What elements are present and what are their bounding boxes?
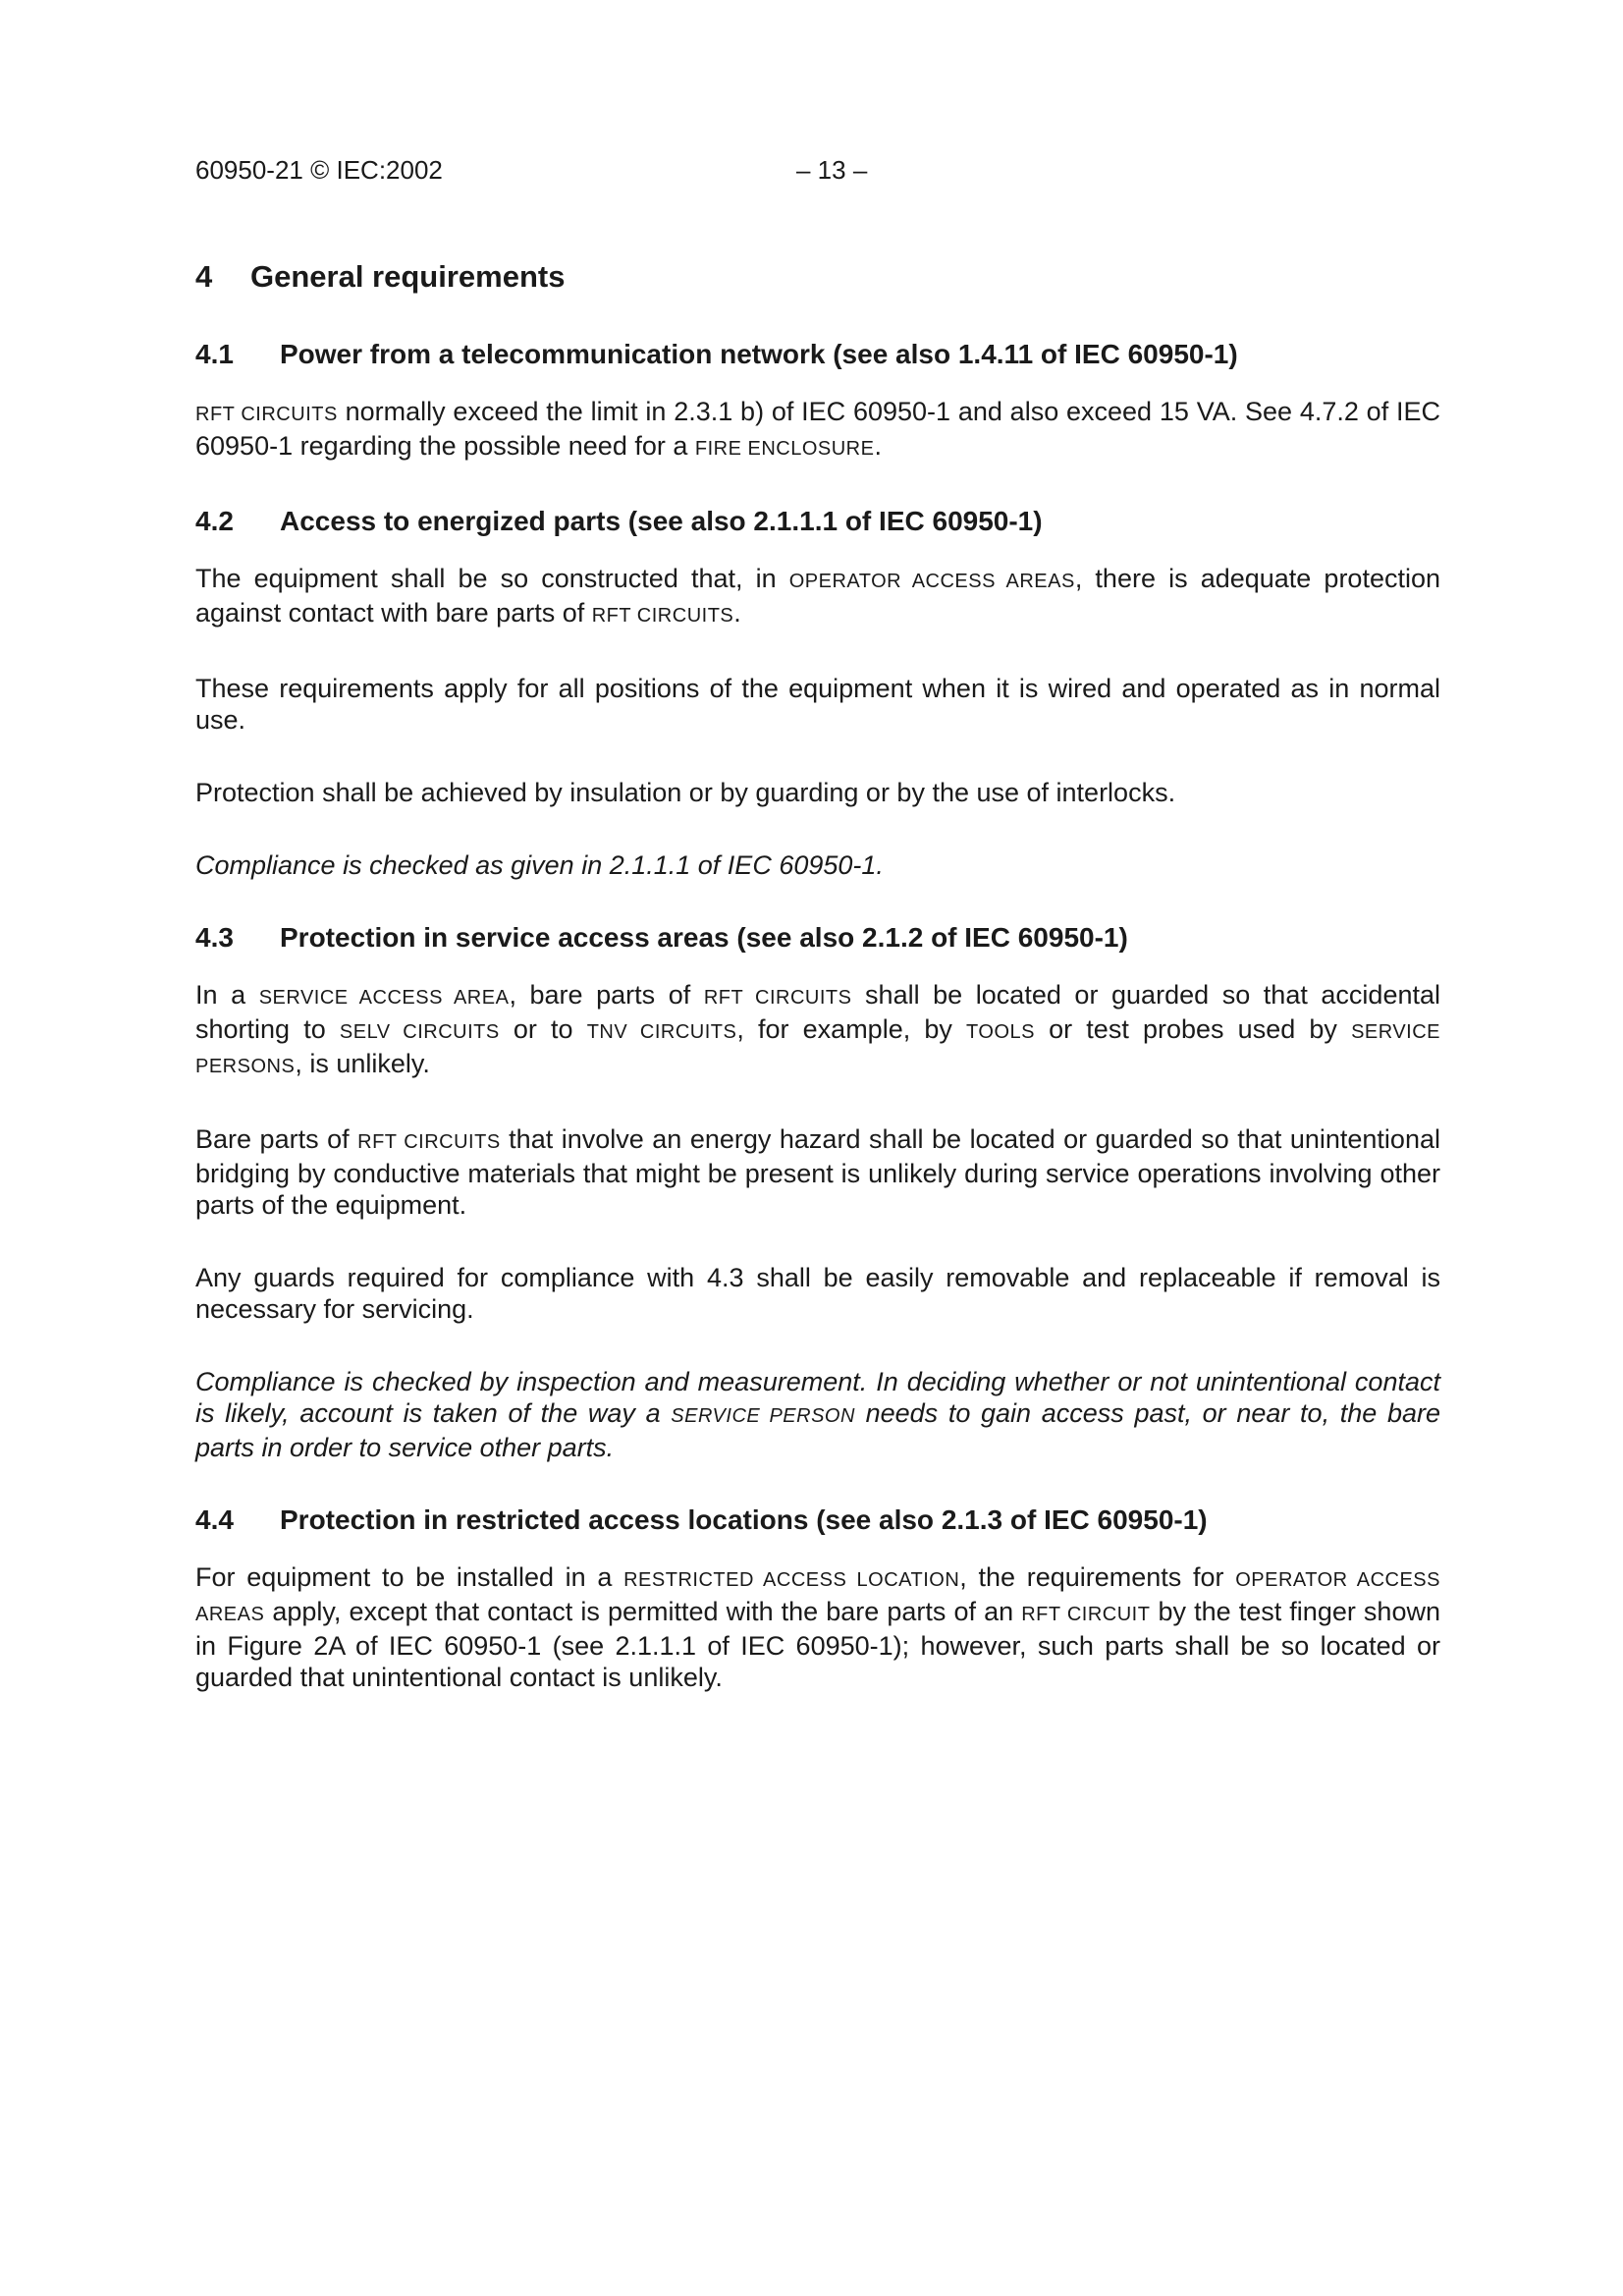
paragraph-4-1-1 <box>195 396 1440 465</box>
paragraph-4-2-1 <box>195 563 1440 631</box>
text-run: or to <box>499 1014 587 1044</box>
paragraph-4-3-3: Any guards required for compliance with 4.3 shall be easily removable and replaceable if removal is necessary for servicing. <box>195 1263 1440 1324</box>
subsection-number: 4.1 <box>195 339 234 369</box>
text-run: that involve an energy hazard shall be located or guarded so that unintentional bridging by conductive materials that might be present is unlikely during service operations involving other parts of the equipment. <box>195 1124 1440 1220</box>
defined-term: TNV CIRCUITS <box>586 1021 737 1043</box>
paragraph-4-3-1 <box>195 979 1440 1082</box>
text-run: In a <box>195 980 259 1010</box>
text-run: For equipment to be installed in a <box>195 1562 624 1592</box>
text-run: . <box>733 598 741 628</box>
text-run: or test probes used by <box>1034 1014 1352 1044</box>
running-header: 60950-21 © IEC:2002 <box>195 155 443 185</box>
text-run: , is unlikely. <box>295 1049 430 1078</box>
section-number: 4 <box>195 259 213 294</box>
defined-term: TOOLS <box>966 1021 1035 1043</box>
text-run: Bare parts of <box>195 1124 358 1154</box>
defined-term: SELV CIRCUITS <box>339 1021 500 1043</box>
defined-term: RFT CIRCUITS <box>357 1131 501 1153</box>
subsection-heading-4-3 <box>195 922 1440 954</box>
paragraph-4-3-2 <box>195 1123 1440 1221</box>
text-run: shall be located or guarded so that accidental shorting to <box>195 980 1440 1044</box>
subsection-number: 4.4 <box>195 1504 234 1535</box>
text-run: needs to gain access past, or near to, the bare parts in order to service other parts. <box>195 1398 1440 1462</box>
defined-term: RFT CIRCUITS <box>703 987 852 1009</box>
paragraph-4-4-1 <box>195 1561 1440 1693</box>
paragraph-4-2-2: These requirements apply for all positions of the equipment when it is wired and operated as in normal use. <box>195 674 1440 735</box>
compliance-note-4-2: Compliance is checked as given in 2.1.1.1 of IEC 60950-1. <box>195 850 884 880</box>
section-title: General requirements <box>250 259 566 294</box>
defined-term: SERVICE ACCESS AREA <box>258 987 510 1009</box>
text-run: by the test finger shown in Figure 2A of IEC 60950-1 (see 2.1.1.1 of IEC 60950-1); however, such parts shall be so located or guarded that unintentional contact is unlikely. <box>195 1597 1440 1692</box>
defined-term: SERVICE PERSONS <box>195 1021 1441 1077</box>
subsection-title: Access to energized parts (see also 2.1.1.1 of IEC 60950-1) <box>280 506 1043 536</box>
defined-term: SERVICE PERSON <box>671 1405 855 1427</box>
subsection-heading-4-1 <box>195 339 1440 370</box>
text-run: apply, except that contact is permitted with the bare parts of an <box>264 1597 1022 1626</box>
defined-term: RFT CIRCUITS <box>195 404 338 425</box>
document-body <box>195 259 1440 1734</box>
defined-term: RESTRICTED ACCESS LOCATION <box>623 1569 960 1591</box>
section-heading-4 <box>195 259 1440 295</box>
text-run: Compliance is checked by inspection and measurement. In deciding whether or not unintentional contact is likely, account is taken of the way a <box>195 1367 1440 1428</box>
defined-term: OPERATOR ACCESS AREAS <box>195 1569 1440 1625</box>
subsection-heading-4-4 <box>195 1504 1440 1536</box>
text-run: normally exceed the limit in 2.3.1 b) of IEC 60950-1 and also exceed 15 VA. See 4.7.2 of IEC 60950-1 regarding the possible need for a <box>195 397 1441 461</box>
subsection-number: 4.2 <box>195 506 234 536</box>
page-number: – 13 – <box>796 155 868 185</box>
text-run: The equipment shall be so constructed that, in <box>195 564 789 593</box>
subsection-title: Protection in restricted access locations (see also 2.1.3 of IEC 60950-1) <box>280 1504 1208 1535</box>
paragraph-4-2-3: Protection shall be achieved by insulation or by guarding or by the use of interlocks. <box>195 778 1176 807</box>
text-run: , the requirements for <box>959 1562 1236 1592</box>
text-run: . <box>874 431 882 461</box>
subsection-heading-4-2 <box>195 506 1440 537</box>
text-run: , there is adequate protection against contact with bare parts of <box>195 564 1440 628</box>
defined-term: RFT CIRCUITS <box>591 605 734 627</box>
subsection-title: Power from a telecommunication network (see also 1.4.11 of IEC 60950-1) <box>280 339 1238 369</box>
compliance-note-4-3 <box>195 1366 1440 1463</box>
defined-term: FIRE ENCLOSURE <box>694 438 875 460</box>
subsection-title: Protection in service access areas (see also 2.1.2 of IEC 60950-1) <box>280 922 1128 953</box>
text-run: , bare parts of <box>509 980 704 1010</box>
subsection-number: 4.3 <box>195 922 234 953</box>
defined-term: RFT CIRCUIT <box>1021 1604 1151 1625</box>
defined-term: OPERATOR ACCESS AREAS <box>788 571 1075 592</box>
text-run: , for example, by <box>736 1014 967 1044</box>
